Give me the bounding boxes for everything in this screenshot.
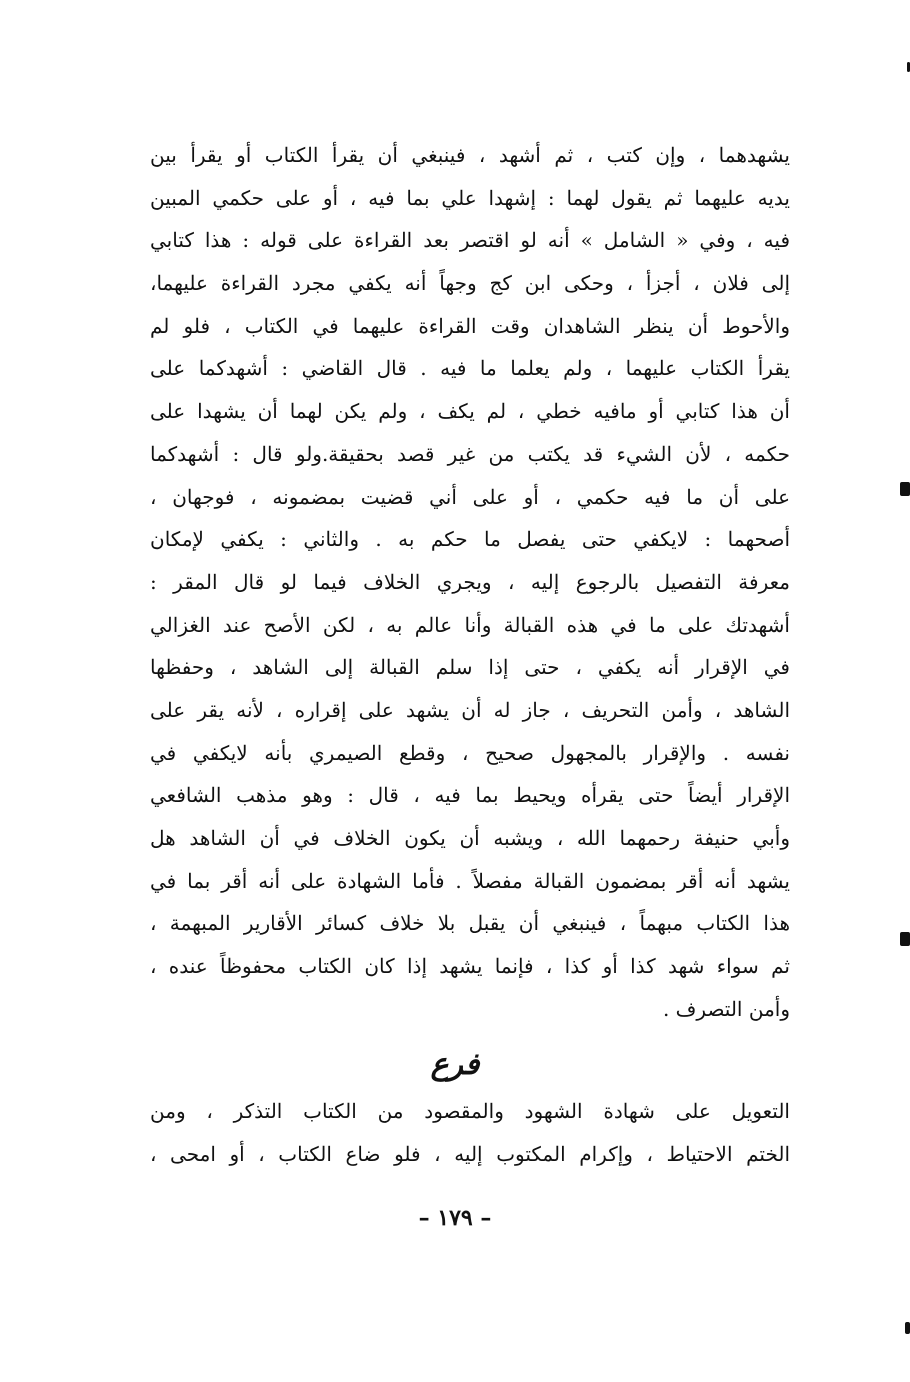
scan-edge-mark (900, 482, 910, 496)
text-line: الإقرار أيضاً حتى يقرأه ويحيط بما فيه ، قال : وهو مذهب الشافعي (150, 783, 790, 808)
text-line: نفسه . والإقرار بالمجهول صحيح ، وقطع الصيمري بأنه لايكفي في (150, 740, 790, 765)
main-paragraph (150, 134, 790, 1030)
text-line: أشهدتك على ما في هذه القبالة وأنا عالم به ، لكن الأصح عند الغزالي (150, 612, 790, 637)
scan-edge-mark (905, 1322, 910, 1334)
text-line: ثم سواء شهد كذا أو كذا ، فإنما يشهد إذا كان الكتاب محفوظاً عنده ، (150, 954, 790, 979)
text-line: فيه ، وفي « الشامل » أنه لو اقتصر بعد القراءة على قوله : هذا كتابي (150, 228, 790, 253)
text-line: أصحهما : لايكفي حتى يفصل ما حكم به . والثاني : يكفي لإمكان (150, 527, 790, 552)
text-line: معرفة التفصيل بالرجوع إليه ، ويجري الخلاف فيما لو قال المقر : (150, 569, 790, 594)
section-heading: فرع (430, 1047, 480, 1082)
text-line: يشهد أنه أقر بمضمون القبالة مفصلاً . فأما الشهادة على أنه أقر بما في (150, 868, 790, 893)
text-line: هذا الكتاب مبهماً ، فينبغي أن يقبل بلا خلاف كسائر الأقارير المبهمة ، (150, 911, 790, 936)
text-line: التعويل على شهادة الشهود والمقصود من الكتاب التذكر ، ومن (150, 1099, 790, 1123)
text-line: في الإقرار أنه يكفي ، حتى إذا سلم القبالة إلى الشاهد ، وحفظها (150, 655, 790, 680)
text-line: الشاهد ، وأمن التحريف ، جاز له أن يشهد على إقراره ، لأنه يقر على (150, 697, 790, 722)
text-line: يديه عليهما ثم يقول لهما : إشهدا علي بما فيه ، أو على حكمي المبين (150, 185, 790, 210)
text-line: وأبي حنيفة رحمهما الله ، ويشبه أن يكون الخلاف في أن الشاهد هل (150, 826, 790, 850)
page-number: – ١٧٩ – (418, 1205, 492, 1231)
text-line: أن هذا كتابي أو مافيه خطي ، لم يكف ، ولم يكن لهما أن يشهدا على (150, 399, 790, 424)
text-line: الختم الاحتياط ، وإكرام المكتوب إليه ، فلو ضاع الكتاب ، أو امحى ، (150, 1141, 790, 1166)
text-line: يشهدهما ، وإن كتب ، ثم أشهد ، فينبغي أن يقرأ الكتاب أو يقرأ بين (150, 143, 790, 167)
text-line: حكمه ، لأن الشيء قد يكتب من غير قصد بحقيقة.ولو قال : أشهدكما (150, 441, 790, 466)
scan-edge-mark (900, 932, 910, 946)
text-line: وأمن التصرف . (662, 996, 790, 1021)
text-line: على أن ما فيه حكمي ، أو على أني قضيت بمضمونه ، فوجهان ، (150, 484, 790, 509)
text-line: إلى فلان ، أجزأ ، وحكى ابن كج وجهاً أنه يكفي مجرد القراءة عليهما، (150, 271, 790, 296)
text-line: يقرأ الكتاب عليهما ، ولم يعلما ما فيه . قال القاضي : أشهدكما على (150, 356, 790, 381)
text-line: والأحوط أن ينظر الشاهدان وقت القراءة عليهما في الكتاب ، فلو لم (150, 313, 790, 338)
section-paragraph (150, 1090, 790, 1175)
